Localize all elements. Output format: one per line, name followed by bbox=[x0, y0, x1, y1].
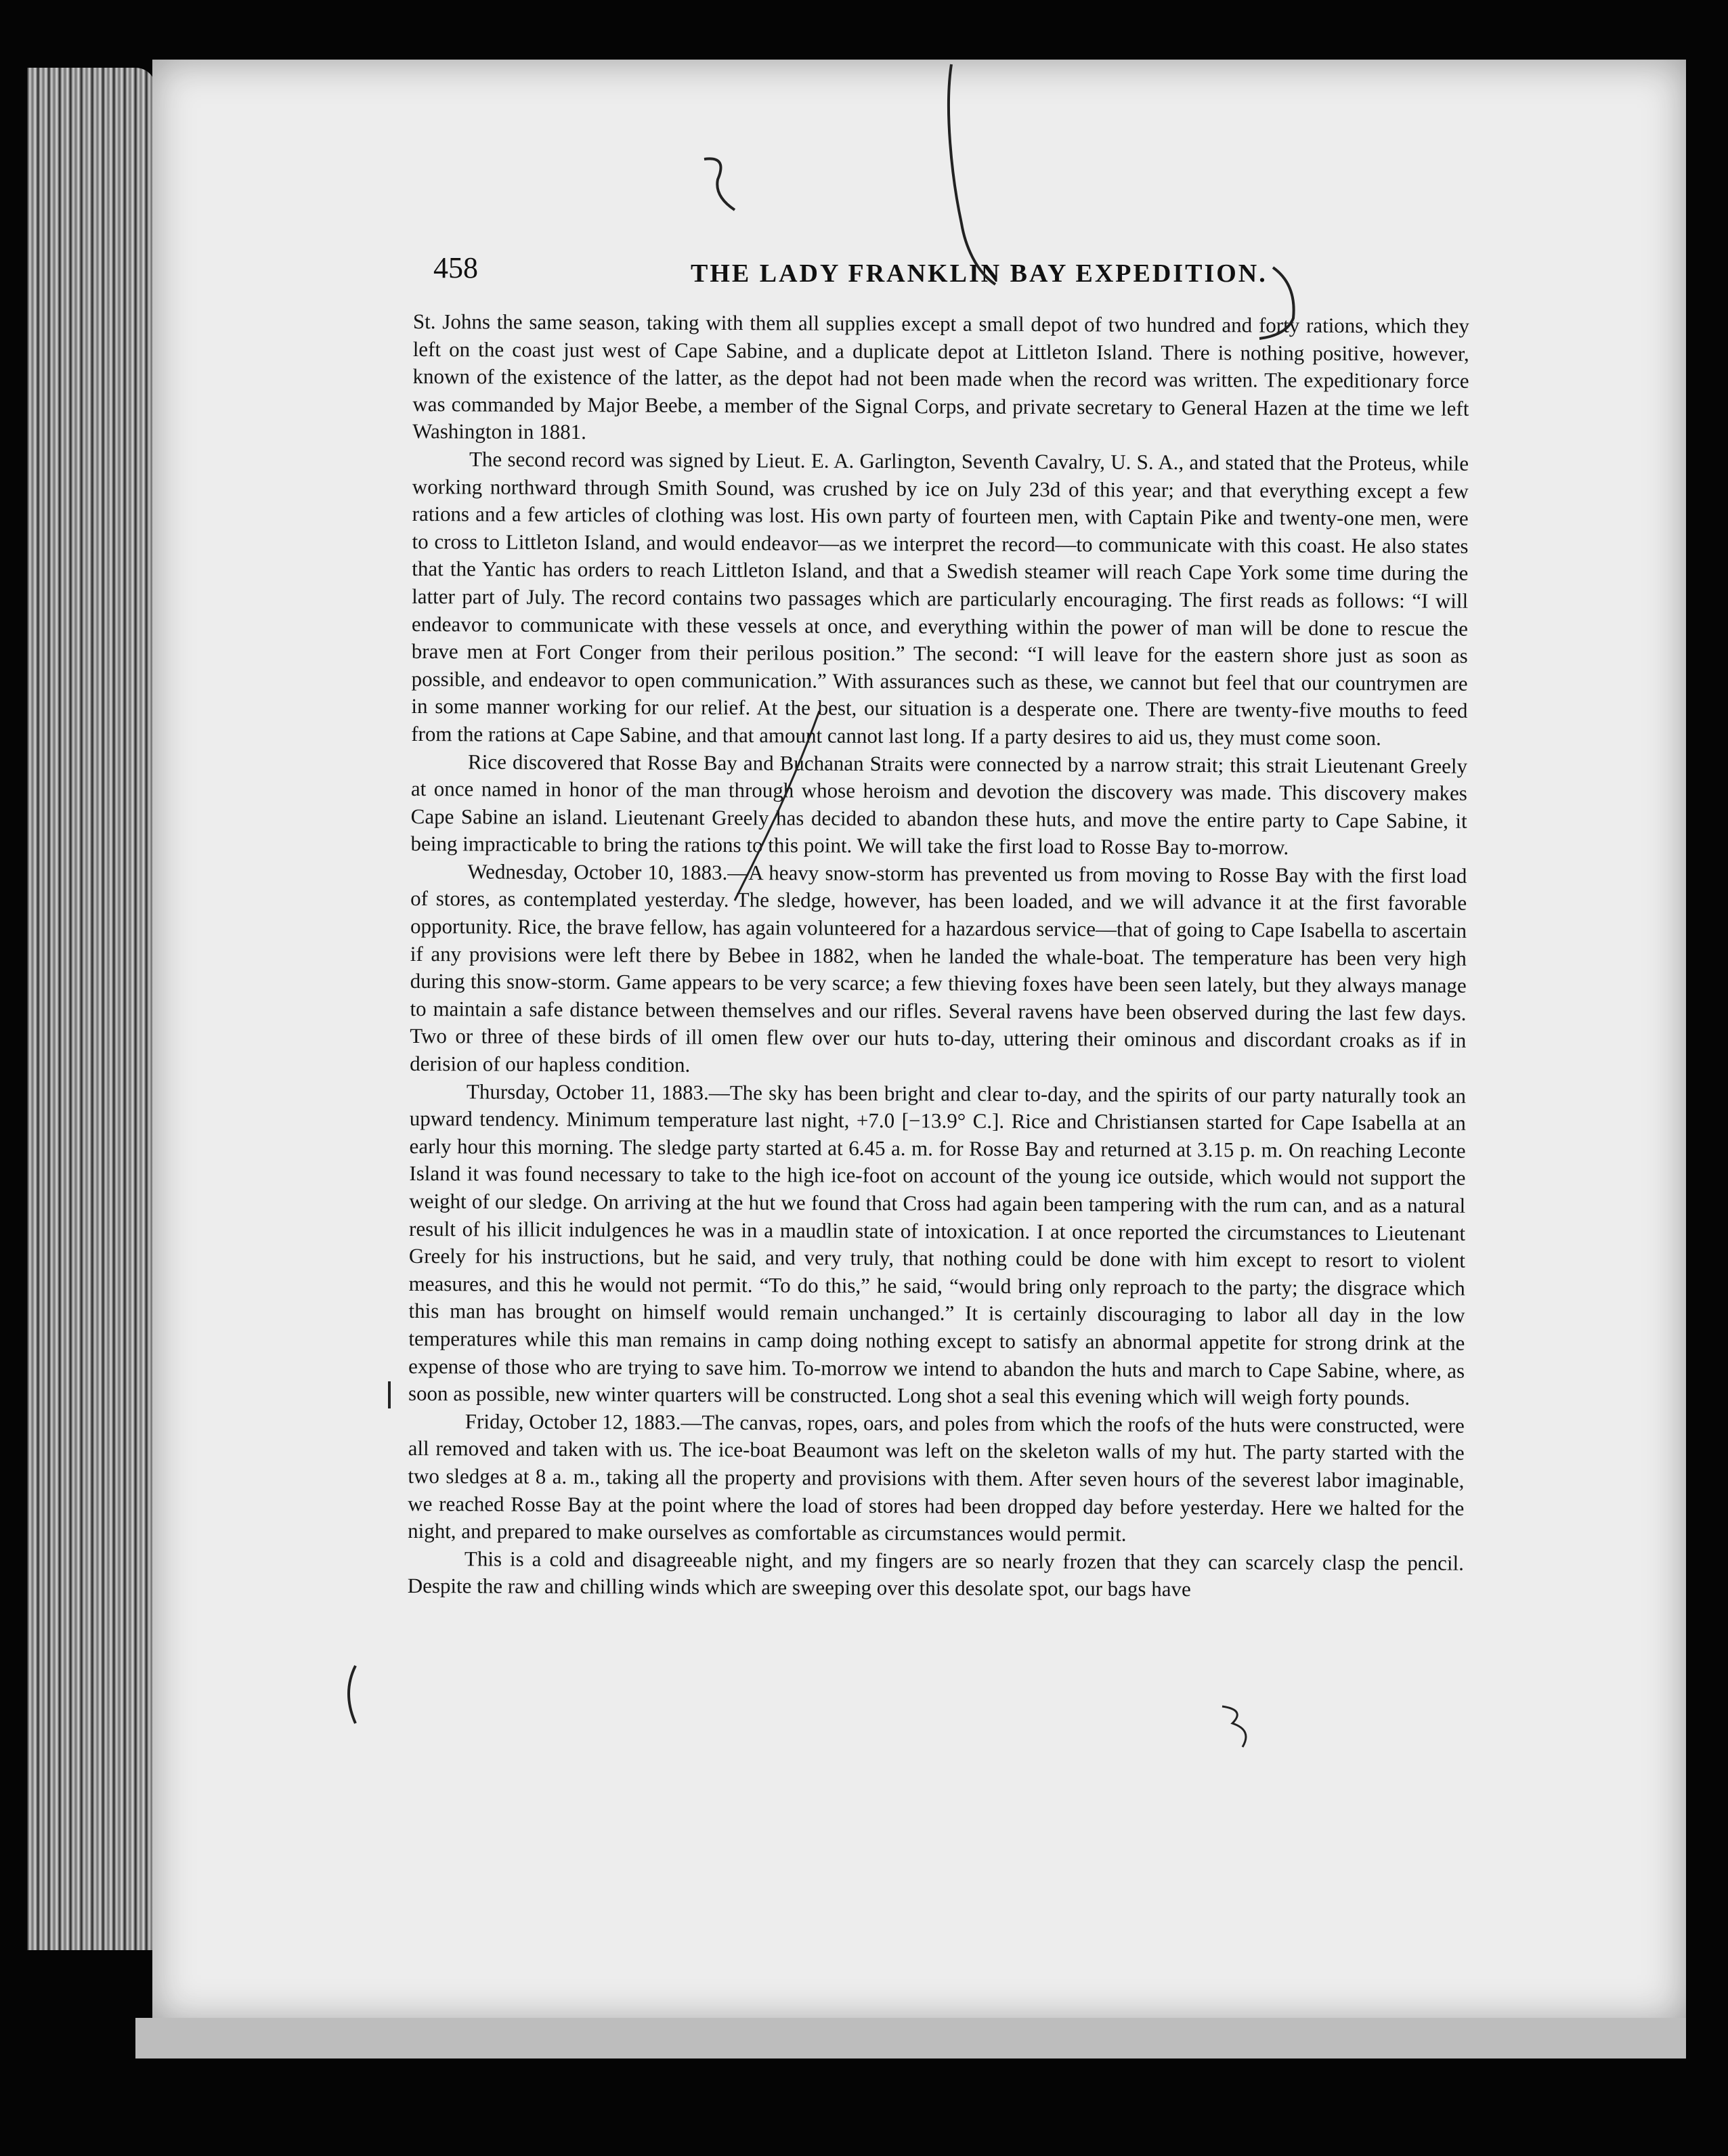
paragraph-second-record: The second record was signed by Lieut. E. A. Garlington, Seventh Cavalry, U. S. A., and stated that the Proteus, while working northward through Smith Sound, was crushed by ice on July 23d of this year; and that everything except a few rations and a few articles of clothing was lost. His own party of fourteen men, with Captain Pike and twenty-one men, were to cross to Littleton Island, and would endeavor—as we interpret the record—to communicate with this coast. He also states that the Yantic has orders to reach Littleton Island, and that a Swedish steamer will reach Cape York some time during the latter part of July. The record contains two passages which are particularly encouraging. The first reads as follows: “I will endeavor to communicate with these vessels at once, and everything within the power of man will be done to rescue the brave men at Fort Conger from their perilous position.” The second: “I will leave for the eastern shore just as soon as possible, and endeavor to open communication.” With assurances such as these, we cannot but feel that our countrymen are in some manner working for our relief. At the best, our situation is a desperate one. There are twenty-five mouths to feed from the rations at Cape Sabine, and that amount cannot last long. If a party desires to aid us, they must come soon. bbox=[411, 447, 1469, 750]
paragraph-october-10: Wednesday, October 10, 1883.—A heavy snow-storm has prevented us from moving to Rosse Bay with the first load of stores, as contemplated yesterday. The sledge, however, has been loaded, and we will advance it at the first favorable opportunity. Rice, the brave fellow, has again volunteered for a hazardous service—that of going to Cape Isabella to ascertain if any provisions were left there by Bebee in 1882, when he landed the whale-boat. The temperature has been very high during this snow-storm. Game appears to be very scarce; a few thieving foxes have been seen lately, but they always manage to maintain a safe distance between themselves and our rifles. Several ravens have been observed during the last few days. Two or three of these birds of ill omen flew over our huts to-day, uttering their ominous and discordant croaks as if in derision of our hapless condition. bbox=[410, 859, 1467, 1077]
paragraph-continued: St. Johns the same season, taking with them all supplies except a small depot of two hundred and forty rations, which they left on the coast just west of Cape Sabine, and a duplicate depot at Littleton Island. There is nothing positive, however, known of the existence of the latter, as the depot had not been made when the record was written. The expeditionary force was commanded by Major Beebe, a member of the Signal Corps, and private secretary to General Hazen at the time we left Washington in 1881. bbox=[412, 309, 1469, 444]
margin-mark-left bbox=[349, 1666, 355, 1723]
pencil-slash bbox=[735, 711, 819, 901]
running-head: THE LADY FRANKLIN BAY EXPEDITION. bbox=[691, 259, 1268, 288]
pencil-stroke-top bbox=[949, 64, 995, 284]
paragraph-cold-night: This is a cold and disagreeable night, and my fingers are so nearly frozen that they can scarcely clasp the pencil. Despite the raw and chilling winds which are sweeping over this desolate spot, our bags have bbox=[407, 1547, 1465, 1601]
paragraph-rice-discovery: Rice discovered that Rosse Bay and Buchanan Straits were connected by a narrow strait; this strait Lieutenant Greely at once named in honor of the man through whose heroism and devotion the discovery was made. This discovery makes Cape Sabine an island. Lieutenant Greely has decided to abandon these huts, and move the entire party to Cape Sabine, it being impracticable to bring the rations to this point. We will take the first load to Rosse Bay to-morrow. bbox=[410, 749, 1468, 859]
pencil-mark-bottom bbox=[1222, 1706, 1246, 1747]
page-number: 458 bbox=[433, 251, 478, 284]
paragraph-october-11: Thursday, October 11, 1883.—The sky has been bright and clear to-day, and the spirits of our party naturally took an upward tendency. Minimum temperature last night, +7.0 [−13.9° C.]. Rice and Christiansen started for Cape Isabella at an early hour this morning. The sledge party started at 6.45 a. m. for Rosse Bay and returned at 3.15 p. m. On reaching Leconte Island it was found necessary to take to the high ice-foot on account of the young ice outside, which would not support the weight of our sledge. On arriving at the hut we found that Cross had again been tampering with the rum can, and as a natural result of his illicit indulgences he was in a maudlin state of intoxication. I at once reported the circumstances to Lieutenant Greely for his instructions, but he said, and very truly, that nothing could be done with him except to resort to violent measures, and this he would not permit. “To do this,” he said, “would bring only reproach to the party; the disgrace which this man has brought on himself would remain unchanged.” It is certainly discouraging to labor all day in the low temperatures while this man remains in camp doing nothing except to satisfy an abnormal appetite for strong drink at the expense of those who are trying to save him. To-morrow we intend to abandon the huts and march to Cape Sabine, where, as soon as possible, new winter quarters will be constructed. Long shot a seal this evening which will weigh forty pounds. bbox=[408, 1079, 1467, 1410]
pencil-squiggle bbox=[704, 158, 735, 210]
paragraph-october-12: Friday, October 12, 1883.—The canvas, ropes, oars, and poles from which the roofs of the huts were constructed, were all removed and taken with us. The ice-boat Beaumont was left on the skeleton walls of my hut. The party started with the two sledges at 8 a. m., taking all the property and provisions with them. After seven hours of the severest labor imaginable, we reached Rosse Bay at the point where the load of stores had been dropped day before yesterday. Here we halted for the night, and prepared to make ourselves as comfortable as circumstances would permit. bbox=[408, 1409, 1465, 1546]
pencil-bracket bbox=[1259, 267, 1294, 339]
